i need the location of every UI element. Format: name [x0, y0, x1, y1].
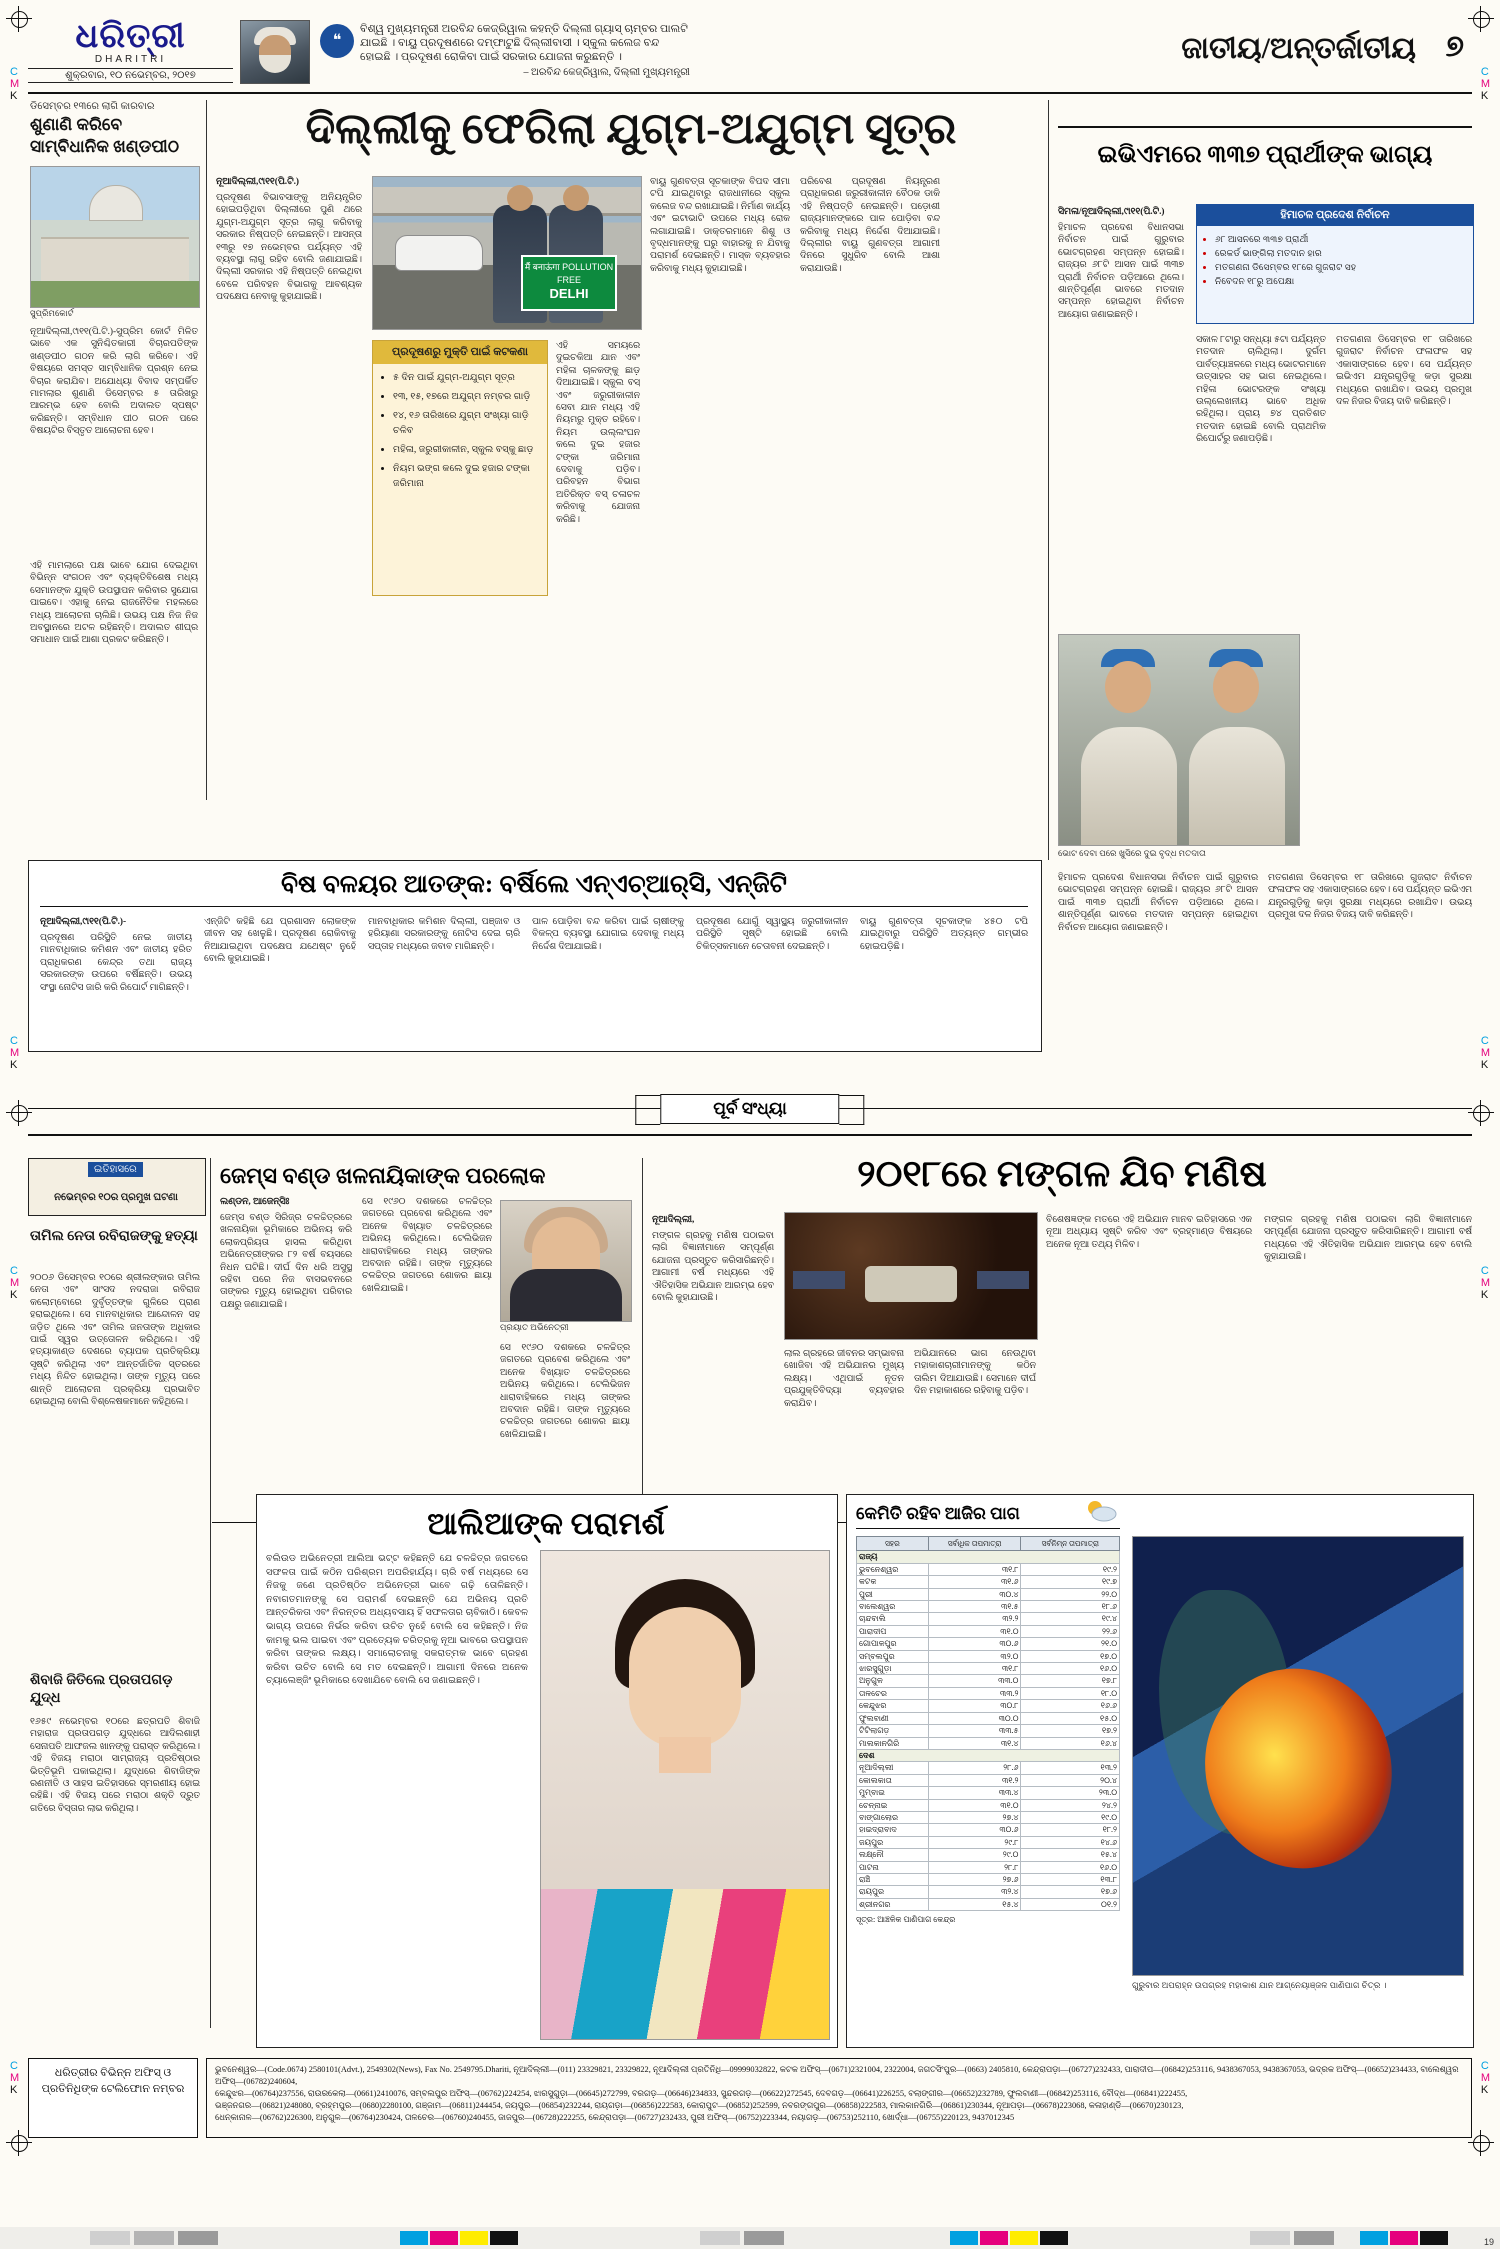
- weather-table-row: [857, 1787, 1120, 1799]
- weather-city: ତାଳଚେର: [857, 1687, 929, 1699]
- registration-mark-left-mid: [6, 1100, 32, 1126]
- hp-dateline: ସିମଳା/ନୂଆଦିଲ୍ଲୀ,୯ା୧୧(ପି.ଟି.): [1058, 207, 1165, 217]
- footer-line-2: କେନ୍ଦୁଝର—(06764)237556, ରାଉରକେଲା—(0661)2410076, ସମ୍ବଲପୁର ଅଫିସ୍—(06762)224254, ଝାରସୁଗୁଡ଼ା—(06645)272799, ବରଗଡ଼—(06646)234833, ସୁନ୍ଦରଗଡ଼—(06622)272545, ଦେବଗଡ଼—(06641)226255, ବଲାଙ୍ଗୀର—(06652)232789, ଫୁଲବାଣୀ—(06842)253116, ବୌଦ୍ଧ—(06841)222455,: [215, 2089, 1188, 2098]
- vertical-divider-2: [1048, 100, 1049, 860]
- voters-photo: [1058, 634, 1300, 846]
- hp-box-list: [1197, 226, 1473, 294]
- weather-min: ୧୩.୨: [1021, 1762, 1120, 1774]
- vertical-divider-4: [642, 1158, 643, 1518]
- weather-table-row: [857, 1638, 1120, 1650]
- factbox-list: [373, 364, 547, 501]
- weather-max: ୩୦.୦: [928, 1712, 1021, 1724]
- alia-photo: [540, 1550, 830, 2040]
- weather-city: ଚେନ୍ନାଇ: [857, 1799, 929, 1811]
- weather-city: ଭୁବନେଶ୍ୱର: [857, 1563, 929, 1575]
- section-title: ଜାତୀୟ/ଅନ୍ତର୍ଜାତୀୟ: [1181, 32, 1416, 65]
- bottom-page-label: 19: [1483, 2237, 1494, 2247]
- weather-table-row: [857, 1811, 1120, 1823]
- weather-city: କଟକ: [857, 1576, 929, 1588]
- weather-city: ଫୁଲବାଣୀ: [857, 1712, 929, 1724]
- weather-rule: [856, 1528, 1120, 1529]
- hp-col-1: ହିମାଚଳ ପ୍ରଦେଶ ବିଧାନସଭା ନିର୍ବାଚନ ପାଇଁ ଗୁରୁବାର ଭୋଟଗ୍ରହଣ ସମ୍ପନ୍ନ ହୋଇଛି। ରାଜ୍ୟର ୬୮ଟି ଆସନ ପାଇଁ ୩୩୭ ପ୍ରାର୍ଥୀ ନିର୍ବାଚନ ପଡ଼ିଆରେ ଥିଲେ। ଶାନ୍ତିପୂର୍ଣ୍ଣ ଭାବରେ ମତଦାନ ସମ୍ପନ୍ନ ହୋଇଥିବା ନିର୍ବାଚନ ଆୟୋଗ ଜଣାଇଛନ୍ତି।: [1058, 223, 1184, 320]
- pollution-free-sign: [521, 255, 617, 311]
- weather-table-row: [857, 1774, 1120, 1786]
- nhrc-rule: [40, 906, 1028, 907]
- obit-col-1: ଜେମ୍ସ ବଣ୍ଡ ସିରିଜ୍‌ର ଚଳଚ୍ଚିତ୍ରରେ ଖଳନାୟିକା ଭୂମିକାରେ ଅଭିନୟ କରି ଲୋକପ୍ରିୟତା ହାସଲ କରିଥିବା ଅଭିନେତ୍ରୀଙ୍କର ୮୨ ବର୍ଷ ବୟସରେ ନିଧନ ଘଟିଛି। ଦୀର୍ଘ ଦିନ ଧରି ଅସୁସ୍ଥ ରହିବା ପରେ ନିଜ ବାସଭବନରେ ତାଙ୍କର ମୃତ୍ୟୁ ହୋଇଥିବା ପରିବାର ପକ୍ଷରୁ ଜଣାଯାଇଛି।: [220, 1213, 352, 1310]
- weather-table-row: [857, 1576, 1120, 1588]
- mars-col-4: ବିଶେଷଜ୍ଞଙ୍କ ମତରେ ଏହି ଅଭିଯାନ ମାନବ ଇତିହାସରେ ଏକ ନୂଆ ଅଧ୍ୟାୟ ସୃଷ୍ଟି କରିବ ଏବଂ ବ୍ରହ୍ମାଣ୍ଡ ବିଷୟରେ ଅନେକ ନୂଆ ତଥ୍ୟ ମିଳିବ।: [1046, 1215, 1252, 1250]
- weather-min: ୧୮.୦: [1021, 1687, 1120, 1699]
- hp-box-item: • ରେକର୍ଡ ଭାଙ୍ଗିଲା ମତଦାନ ହାର: [1215, 246, 1465, 260]
- factbox-item: • ୧୪, ୧୬ ତାରିଖରେ ଯୁଗ୍ମ ସଂଖ୍ୟା ଗାଡ଼ି ଚଳିବ: [393, 408, 539, 438]
- delhi-pollution-photo: [372, 176, 642, 330]
- registration-mark-right-mid: [1468, 1100, 1494, 1126]
- vertical-divider-3: [210, 1158, 211, 2028]
- weather-table-row: [857, 1675, 1120, 1687]
- weather-min: ୧୯.୪: [1021, 1613, 1120, 1625]
- weather-max: ୨୯.୦: [928, 1849, 1021, 1861]
- hp-box-item: • ନିବେଦନ ୧୮ରୁ ଅପେକ୍ଷା: [1215, 274, 1465, 288]
- weather-min: ୨୨.୬: [1021, 1625, 1120, 1637]
- logo-english-text: DHARITRI: [94, 54, 167, 65]
- history-item-2-body: ୧୬୫୯ ନଭେମ୍ବର ୧୦ରେ ଛତ୍ରପତି ଶିବାଜି ମହାରାଜ ପ୍ରତାପଗଡ଼ ଯୁଦ୍ଧରେ ଆଦିଲଶାହୀ ସେନାପତି ଆଫଜଲ ଖାନଙ୍କୁ ପରାସ୍ତ କରିଥିଲେ। ଏହି ବିଜୟ ମରାଠା ସାମ୍ରାଜ୍ୟ ପ୍ରତିଷ୍ଠାର ଭିତ୍ତିଭୂମି ପକାଇଥିଲା। ଯୁଦ୍ଧରେ ଶିବାଜିଙ୍କ ରଣନୀତି ଓ ସାହସ ଇତିହାସରେ ସ୍ମରଣୀୟ ହୋଇ ରହିଛି। ଏହି ବିଜୟ ପରେ ମରାଠା ଶକ୍ତି ଦ୍ରୁତ ଗତିରେ ବିସ୍ତାର ଲାଭ କରିଥିଲା।: [30, 1717, 200, 1814]
- pollution-factbox: [372, 340, 548, 596]
- weather-max: ୩୧.୦: [928, 1799, 1021, 1811]
- weather-city: ଜୟପୁର: [857, 1836, 929, 1848]
- obit-col-3: ସେ ୧୯୬୦ ଦଶକରେ ଚଳଚ୍ଚିତ୍ର ଜଗତରେ ପ୍ରବେଶ କରିଥିଲେ ଏବଂ ଅନେକ ବିଖ୍ୟାତ ଚଳଚ୍ଚିତ୍ରରେ ଅଭିନୟ କରିଥିଲେ। ଟେଲିଭିଜନ ଧାରାବାହିକରେ ମଧ୍ୟ ତାଙ୍କର ଅବଦାନ ରହିଛି। ତାଙ୍କ ମୃତ୍ୟୁରେ ଚଳଚ୍ଚିତ୍ର ଜଗତରେ ଶୋକର ଛାୟା ଖେଳିଯାଇଛି।: [500, 1343, 630, 1440]
- weather-headline: କେମିତି ରହିବ ଆଜିର ପାଗ: [856, 1504, 1020, 1523]
- hp-box-item: • ୬୮ ଆସନରେ ୩୩୭ ପ୍ରାର୍ଥୀ: [1215, 232, 1465, 246]
- weather-min: ୧୩.୮: [1021, 1873, 1120, 1885]
- vertical-divider-1: [206, 100, 207, 800]
- left-story-body-2: ଏହି ମାମଲାରେ ପକ୍ଷ ଭାବେ ଯୋଗ ଦେଇଥିବା ବିଭିନ୍ନ ସଂଗଠନ ଏବଂ ବ୍ୟକ୍ତିବିଶେଷ ମଧ୍ୟ ସେମାନଙ୍କ ଯୁକ୍ତି ଉପସ୍ଥାପନ କରିବାର ସୁଯୋଗ ପାଇବେ। ଏହାକୁ ନେଇ ରାଜନୈତିକ ମହଲରେ ମଧ୍ୟ ଆଲୋଚନା ଚାଲିଛି। ଉଭୟ ପକ୍ଷ ନିଜ ନିଜ ଅବସ୍ଥାନରେ ଅଟଳ ରହିଛନ୍ତି। ଅଦାଲତ ଶୀଘ୍ର ସମାଧାନ ପାଇଁ ଆଶା ପ୍ରକଟ କରିଛନ୍ତି।: [30, 561, 198, 646]
- chief-minister-photo: [240, 20, 310, 84]
- quote-attribution: – ଅରବିନ୍ଦ କେଜ୍ରିୱାଲ, ଦିଲ୍ଲୀ ମୁଖ୍ୟମନ୍ତ୍ରୀ: [523, 67, 690, 78]
- weather-city: ପାରାଦୀପ: [857, 1625, 929, 1637]
- weather-min: ୧୬.୪: [1021, 1737, 1120, 1749]
- hp-col-3: ମତଗଣନା ଡିସେମ୍ବର ୧୮ ତାରିଖରେ ଗୁଜରାଟ ନିର୍ବାଚନ ଫଳାଫଳ ସହ ଏକାସାଙ୍ଗରେ ହେବ। ସେ ପର୍ଯ୍ୟନ୍ତ ଇଭିଏମ ଯନ୍ତ୍ରଗୁଡ଼ିକୁ କଡ଼ା ସୁରକ୍ଷା ମଧ୍ୟରେ ରଖାଯିବ। ଉଭୟ ପ୍ରମୁଖ ଦଳ ନିଜର ବିଜୟ ଦାବି କରିଛନ୍ତି।: [1336, 335, 1472, 408]
- hp-col-4: ହିମାଚଳ ପ୍ରଦେଶ ବିଧାନସଭା ନିର୍ବାଚନ ପାଇଁ ଗୁରୁବାର ଭୋଟଗ୍ରହଣ ସମ୍ପନ୍ନ ହୋଇଛି। ରାଜ୍ୟର ୬୮ଟି ଆସନ ପାଇଁ ୩୩୭ ପ୍ରାର୍ଥୀ ନିର୍ବାଚନ ପଡ଼ିଆରେ ଥିଲେ। ଶାନ୍ତିପୂର୍ଣ୍ଣ ଭାବରେ ମତଦାନ ସମ୍ପନ୍ନ ହୋଇଥିବା ନିର୍ବାଚନ ଆୟୋଗ ଜଣାଇଛନ୍ତି।: [1058, 873, 1258, 933]
- cmyk-marker-left-top: C M K: [10, 66, 20, 102]
- weather-city: ଚାନ୍ଦବାଲି: [857, 1613, 929, 1625]
- weather-city: ଲକ୍ଷ୍ନୌ: [857, 1849, 929, 1861]
- weather-max: ୩୧.୫: [928, 1601, 1021, 1613]
- supreme-court-photo-caption: ସୁପ୍ରିମକୋର୍ଟ: [30, 308, 74, 318]
- hp-col-2: ସକାଳ ୮ଟାରୁ ସନ୍ଧ୍ୟା ୫ଟା ପର୍ଯ୍ୟନ୍ତ ମତଦାନ ଚାଲିଥିଲା। ଦୁର୍ଗମ ପାର୍ବତ୍ୟାଞ୍ଚଳରେ ମଧ୍ୟ ଭୋଟରମାନେ ଉତ୍ସାହର ସହ ଭାଗ ନେଇଥିଲେ। ମହିଳା ଭୋଟରଙ୍କ ସଂଖ୍ୟା ଉଲ୍ଲେଖନୀୟ ଭାବେ ଅଧିକ ରହିଥିଲା। ପ୍ରାୟ ୭୪ ପ୍ରତିଶତ ମତଦାନ ହୋଇଛି ବୋଲି ପ୍ରାଥମିକ ରିପୋର୍ଟରୁ ଜଣାପଡ଼ିଛି।: [1196, 335, 1326, 445]
- factbox-item: • ମହିଳା, ଜରୁରୀକାଳୀନ, ସ୍କୁଲ ବସ୍‌କୁ ଛାଡ଼: [393, 442, 539, 457]
- weather-table-row: [857, 1861, 1120, 1873]
- weather-city: ସମ୍ବଲପୁର: [857, 1650, 929, 1662]
- cmyk-marker-left-mid: C M K: [10, 1035, 20, 1071]
- weather-table-row: [857, 1625, 1120, 1637]
- weather-max: ୩୦.୬: [928, 1824, 1021, 1836]
- mars-headline: ୨୦୧୮ରେ ମଙ୍ଗଳ ଯିବ ମଣିଷ: [857, 1154, 1267, 1195]
- weather-max: ୩୩.୪: [928, 1787, 1021, 1799]
- obit-dateline: ଲଣ୍ଡନ, ଆଜେନ୍ସିଃ: [220, 1197, 290, 1207]
- hp-col-5: ମତଗଣନା ଡିସେମ୍ବର ୧୮ ତାରିଖରେ ଗୁଜରାଟ ନିର୍ବାଚନ ଫଳାଫଳ ସହ ଏକାସାଙ୍ଗରେ ହେବ। ସେ ପର୍ଯ୍ୟନ୍ତ ଇଭିଏମ ଯନ୍ତ୍ରଗୁଡ଼ିକୁ କଡ଼ା ସୁରକ୍ଷା ମଧ୍ୟରେ ରଖାଯିବ। ଉଭୟ ପ୍ରମୁଖ ଦଳ ନିଜର ବିଜୟ ଦାବି କରିଛନ୍ତି।: [1268, 873, 1472, 921]
- weather-table-row: [857, 1687, 1120, 1699]
- weather-min: ୨୦.୪: [1021, 1774, 1120, 1786]
- weather-max: ୩୧.୬: [928, 1576, 1021, 1588]
- weather-max: ୩୦.୪: [928, 1588, 1021, 1600]
- masthead-date: ଶୁକ୍ରବାର, ୧୦ ନଭେମ୍ବର, ୨୦୧୭: [28, 68, 233, 83]
- weather-max: ୩୦.୮: [928, 1700, 1021, 1712]
- weather-min: ୧୮.୬: [1021, 1601, 1120, 1613]
- weather-min: ୨୩.୦: [1021, 1787, 1120, 1799]
- alia-headline: ଆଲିଆଙ୍କ ପରାମର୍ଶ: [427, 1506, 665, 1541]
- weather-max: ୩୧.୦: [928, 1625, 1021, 1637]
- weather-city: ପାଟନା: [857, 1861, 929, 1873]
- weather-table-row: [857, 1601, 1120, 1613]
- factbox-title: ପ୍ରଦୂଷଣରୁ ମୁକ୍ତି ପାଇଁ କଟକଣା: [373, 341, 547, 364]
- history-item-2-headline: ଶିବାଜି ଜିତିଲେ ପ୍ରତାପଗଡ଼ ଯୁଦ୍ଧ: [30, 1673, 173, 1706]
- weather-min: ୧୪.୬: [1021, 1836, 1120, 1848]
- hp-box-title: ହିମାଚଳ ପ୍ରଦେଶ ନିର୍ବାଚନ: [1197, 205, 1473, 226]
- lead-headline: ଦିଲ୍ଲୀକୁ ଫେରିଲା ଯୁଗ୍ମ-ଅଯୁଗ୍ମ ସୂତ୍ର: [305, 106, 957, 153]
- hp-rule-top: [1058, 126, 1472, 128]
- weather-table-row: [857, 1588, 1120, 1600]
- mars-dateline: ନୂଆଦିଲ୍ଲୀ,: [652, 1215, 695, 1225]
- footer-line-1: ଭୁବନେଶ୍ୱର—(Code.0674) 2580101(Advt.), 2549302(News), Fax No. 2549795.Dhariti, ନୂଆଦିଲ୍ଲୀ—(011) 23329821, 23329822, ନୂଆଦିଲ୍ଲୀ ପ୍ରତିନିଧି—09999032822, କଟକ ଅଫିସ୍—(0671)2321004, 2322004, ଜଗତସିଂପୁର—(0663) 2405810, କେନ୍ଦ୍ରାପଡ଼ା—(06727)232433, ପାରାଦୀପ—(06842)253116, 9438367053, 9438367053, ଭଦ୍ରକ ଅଫିସ୍—(06652)234433, ବାଲେଶ୍ୱର ଅଫିସ୍—(06782)240604,: [215, 2065, 1459, 2086]
- weather-max: ୩୩.୨: [928, 1687, 1021, 1699]
- masthead-quote: [360, 22, 690, 80]
- weather-table-row: [857, 1725, 1120, 1737]
- quote-emblem-icon: ❝: [320, 24, 354, 58]
- lead-col-1: ପ୍ରଦୂଷଣ ବିଭାବସାଙ୍କୁ ଅନିୟନ୍ତ୍ରିତ ହୋଇପଡ଼ିଥିବା ଦିଲ୍ଲୀରେ ପୁଣି ଥରେ ଯୁଗ୍ମ-ଅଯୁଗ୍ମ ସୂତ୍ର ଲାଗୁ କରିବାକୁ ସରକାର ନିଷ୍ପତ୍ତି ନେଇଛନ୍ତି। ଆସନ୍ତା ୧୩ରୁ ୧୭ ନଭେମ୍ବର ପର୍ଯ୍ୟନ୍ତ ଏହି ବ୍ୟବସ୍ଥା ଲାଗୁ ରହିବ ବୋଲି ଜଣାଯାଇଛି। ଦିଲ୍ଲୀ ସରକାର ଏହି ନିଷ୍ପତ୍ତି ନେଇଥିବା ବେଳେ ପରିବହନ ବିଭାଗକୁ ଆବଶ୍ୟକ ପଦକ୍ଷେପ ନେବାକୁ କୁହାଯାଇଛି।: [216, 193, 362, 303]
- mars-col-2: ଲାଲ ଗ୍ରହରେ ଜୀବନର ସମ୍ଭାବନା ଖୋଜିବା ଏହି ଅଭିଯାନର ମୁଖ୍ୟ ଲକ୍ଷ୍ୟ। ଏଥିପାଇଁ ନୂତନ ପ୍ରଯୁକ୍ତିବିଦ୍ୟା ବ୍ୟବହାର କରାଯିବ।: [784, 1349, 904, 1409]
- weather-col-header: ସର୍ବନିମ୍ନ ତାପମାତ୍ରା: [1021, 1537, 1120, 1551]
- hp-headline: ଇଭିଏମରେ ୩୩୭ ପ୍ରାର୍ଥୀଙ୍କ ଭାଗ୍ୟ: [1097, 142, 1433, 168]
- weather-group-row: ଦେଶ: [857, 1749, 1120, 1761]
- weather-min: ୧୯.୦: [1021, 1811, 1120, 1823]
- weather-city: ଟିଟିଲାଗଡ଼: [857, 1725, 929, 1737]
- sign-line-1: मैं बनाऊंगा: [524, 262, 560, 272]
- weather-table-row: [857, 1836, 1120, 1848]
- footer-line-4: ଧେନ୍କାନାଳ—(06762)226300, ଅନୁଗୁଳ—(06764)230424, ତାଳଚେର—(06760)240455, ଜାଜପୁର—(06728)222255, କେନ୍ଦ୍ରାପଡ଼ା—(06727)232433, ପୁରୀ ଅଫିସ୍—(06752)223344, ନୟାଗଡ଼—(06753)252110, ଖୋର୍ଦ୍ଧା—(06755)220123, 9437012345: [215, 2113, 1015, 2122]
- left-story-headline: ଶୁଣାଣି କରିବେ ସାମ୍ବିଧାନିକ ଖଣ୍ଡପୀଠ: [30, 115, 180, 156]
- actress-photo-caption: ପ୍ରୟାତ ଅଭିନେତ୍ରୀ: [500, 1322, 569, 1332]
- obit-headline: ଜେମ୍ସ ବଣ୍ଡ ଖଳନାୟିକାଙ୍କ ପରଲୋକ: [220, 1163, 546, 1188]
- alia-body: ବଲିଉଡ ଅଭିନେତ୍ରୀ ଆଲିଆ ଭଟ୍ଟ କହିଛନ୍ତି ଯେ ଚଳଚ୍ଚିତ୍ର ଜଗତରେ ସଫଳତା ପାଇଁ କଠିନ ପରିଶ୍ରମ ଅପରିହାର୍ଯ୍ୟ। ଚାରି ବର୍ଷ ମଧ୍ୟରେ ସେ ନିଜକୁ ଜଣେ ପ୍ରତିଷ୍ଠିତ ଅଭିନେତ୍ରୀ ଭାବେ ଗଢ଼ି ତୋଳିଛନ୍ତି। ନବାଗତମାନଙ୍କୁ ସେ ପରାମର୍ଶ ଦେଇଛନ୍ତି ଯେ ଅଭିନୟ ପ୍ରତି ଆନ୍ତରିକତା ଏବଂ ନିରନ୍ତର ଅଧ୍ୟବସାୟ ହିଁ ସଫଳତାର ଚାବିକାଠି। କେବଳ ଭାଗ୍ୟ ଉପରେ ନିର୍ଭର କରିବା ଉଚିତ ନୁହେଁ ବୋଲି ସେ କହିଛନ୍ତି। ନିଜ କାମକୁ ଭଲ ପାଇବା ଏବଂ ପ୍ରତ୍ୟେକ ଚରିତ୍ରକୁ ନୂଆ ଭାବରେ ଉପସ୍ଥାପନ କରିବା ତାଙ୍କର ଲକ୍ଷ୍ୟ। ସମାଲୋଚନାକୁ ସକରାତ୍ମକ ଭାବେ ଗ୍ରହଣ କରିବା ଉଚିତ ବୋଲି ସେ ମତ ଦେଇଛନ୍ତି। ଆଗାମୀ ଦିନରେ ଅନେକ ଚ୍ୟାଲେଞ୍ଜିଂ ଭୂମିକାରେ ଦେଖାଯିବେ ବୋଲି ସେ ଜଣାଇଛନ୍ତି।: [266, 1553, 528, 1687]
- weather-max: ୩୨.୪: [928, 1886, 1021, 1898]
- weather-max: ୩୧.୮: [928, 1663, 1021, 1675]
- footer-offices-label: ଧରିତ୍ରୀର ବିଭିନ୍ନ ଅଫିସ୍ ଓ ପ୍ରତିନିଧିଙ୍କ ଟେଲିଫୋନ ନମ୍ବର: [28, 2058, 198, 2138]
- weather-city: ହାଇଦ୍ରାବାଦ: [857, 1824, 929, 1836]
- weather-table-row: [857, 1700, 1120, 1712]
- weather-city: ନୂଆଦିଲ୍ଲୀ: [857, 1762, 929, 1774]
- weather-table-row: [857, 1737, 1120, 1749]
- weather-table-row: [857, 1663, 1120, 1675]
- weather-city: ମାଲକାନଗିରି: [857, 1737, 929, 1749]
- weather-max: ୩୧.୮: [928, 1563, 1021, 1575]
- weather-city: କେନ୍ଦୁଝର: [857, 1700, 929, 1712]
- weather-max: ୩୨.୦: [928, 1650, 1021, 1662]
- footer-line-3: ଭଞ୍ଜନଗର—(06821)248080, ବ୍ରହ୍ମପୁର—(0680)2280100, ଗଞ୍ଜାମ—(06811)244454, ଜୟପୁର—(06854)232244, ରାୟଗଡ଼ା—(06856)222583, କୋରାପୁଟ—(06852)252599, ନବରଙ୍ଗପୁର—(06858)222583, ମାଲକାନଗିରି—(06861)230344, ନୂଆପଡ଼ା—(06678)223068, କଳାହାଣ୍ଡି—(06670)230123,: [215, 2101, 1184, 2110]
- actress-photo: [500, 1200, 632, 1322]
- cmyk-marker-right-lower: C M K: [1480, 1265, 1490, 1301]
- cmyk-marker-right-bottom: C M K: [1480, 2060, 1490, 2096]
- weather-min: ୨୨.୦: [1021, 1588, 1120, 1600]
- weather-table-row: [857, 1849, 1120, 1861]
- cmyk-marker-right-mid: C M K: [1480, 1035, 1490, 1071]
- weather-max: ୩୧.୪: [928, 1737, 1021, 1749]
- satellite-map-photo: [1132, 1536, 1464, 1976]
- mars-lander-photo: [784, 1212, 1038, 1340]
- left-story-body-1: ନୂଆଦିଲ୍ଲୀ,୯ା୧୧(ପି.ଟି.)-ସୁପ୍ରିମ କୋର୍ଟ ମିଳିତ ଭାବେ ଏକ ସୁନିଶ୍ଚିତକାରୀ ବିଚାରପତିଙ୍କ ଖଣ୍ଡପୀଠ ଗଠନ କରି ଲାଗି କରିବେ। ଏହି ବିଷୟରେ ସମସ୍ତ ସାମ୍ବିଧାନିକ ପ୍ରଶ୍ନ ନେଇ ବିଚାର କରାଯିବ। ଅଯୋଧ୍ୟା ବିବାଦ ସମ୍ପର୍କିତ ମାମଲାର ଶୁଣାଣି ଡିସେମ୍ବର ୫ ତାରିଖରୁ ଆରମ୍ଭ ହେବ ବୋଲି ଅଦାଲତ ସ୍ପଷ୍ଟ କରିଛନ୍ତି। ସମ୍ବିଧାନ ପୀଠ ଗଠନ ପରେ ବିଷୟଟିର ବିସ୍ତୃତ ଆଲୋଚନା ହେବ।: [30, 327, 198, 437]
- weather-min: ୧୫.୪: [1021, 1849, 1120, 1861]
- weather-city: ପୁରୀ: [857, 1588, 929, 1600]
- lead-col-2: ଏହି ସମୟରେ ଦୁଇଚକିଆ ଯାନ ଏବଂ ମହିଳା ଚାଳକଙ୍କୁ ଛାଡ଼ ଦିଆଯାଇଛି। ସ୍କୁଲ ବସ୍ ଏବଂ ଜରୁରୀକାଳୀନ ସେବା ଯାନ ମଧ୍ୟ ଏହି ନିୟମରୁ ମୁକ୍ତ ରହିବେ। ନିୟମ ଉଲ୍ଲଂଘନ କଲେ ଦୁଇ ହଜାର ଟଙ୍କା ଜରିମାନା ଦେବାକୁ ପଡ଼ିବ। ପରିବହନ ବିଭାଗ ଅତିରିକ୍ତ ବସ୍ ଚଳାଚଳ କରିବାକୁ ଯୋଜନା କରିଛି।: [556, 341, 640, 525]
- weather-table: [856, 1536, 1120, 1926]
- weather-city: ଝାରସୁଗୁଡ଼ା: [857, 1663, 929, 1675]
- weather-max: ୩୩.୫: [928, 1725, 1021, 1737]
- mars-col-3: ଅଭିଯାନରେ ଭାଗ ନେଉଥିବା ମହାକାଶଚାରୀମାନଙ୍କୁ କଠିନ ତାଲିମ ଦିଆଯାଉଛି। ସେମାନେ ଦୀର୍ଘ ଦିନ ମହାକାଶରେ ରହିବାକୁ ପଡ଼ିବ।: [914, 1349, 1036, 1397]
- sign-line-3: DELHI: [549, 286, 589, 301]
- weather-min: ୦୧.୨: [1021, 1898, 1120, 1910]
- weather-city: ଶ୍ରୀନଗର: [857, 1898, 929, 1910]
- satellite-map-caption: ଗୁରୁବାର ଅପରାହ୍ନ ଉପଗ୍ରହ ମହାକାଶ ଯାନ ଆଗ୍ନେୟାଞ୍ଜଳ ପାଣିପାଗ ଚିତ୍ର ।: [1132, 1980, 1387, 1990]
- history-item-1-headline: ତାମିଲ ନେତା ରବିରାଜଙ୍କୁ ହତ୍ୟା: [30, 1229, 198, 1244]
- factbox-item: • ନିୟମ ଭଙ୍ଗ କଲେ ଦୁଇ ହଜାର ଟଙ୍କା ଜରିମାନା: [393, 461, 539, 491]
- weather-min: ୧୬.୬: [1021, 1700, 1120, 1712]
- lead-col-3: ବାୟୁ ଗୁଣବତ୍ତା ସୂଚକାଙ୍କ ବିପଦ ସୀମା ଟପି ଯାଇଥିବାରୁ ରାଜଧାନୀରେ ସ୍କୁଲ କଲେଜ ବନ୍ଦ ରଖାଯାଇଛି। ନିର୍ମାଣ କାର୍ଯ୍ୟ ଏବଂ ଇଟାଭାଟି ଉପରେ ମଧ୍ୟ ରୋକ ଲଗାଯାଇଛି। ଡାକ୍ତରମାନେ ଶିଶୁ ଓ ବୃଦ୍ଧମାନଙ୍କୁ ଘରୁ ବାହାରକୁ ନ ଯିବାକୁ ପରାମର୍ଶ ଦେଇଛନ୍ତି। ମାସ୍କ ବ୍ୟବହାର କରିବାକୁ ମଧ୍ୟ କୁହାଯାଇଛି।: [650, 177, 790, 274]
- masthead: [28, 18, 1472, 90]
- weather-max: ୩୦.୬: [928, 1638, 1021, 1650]
- weather-table-row: [857, 1898, 1120, 1910]
- history-item-1-body: ୨୦୦୬ ଡିସେମ୍ବର ୧୦ରେ ଶ୍ରୀଲଙ୍କାର ତାମିଲ ନେତା ଏବଂ ସାଂସଦ ନଦରାଜା ରବିରାଜ କଲୋମ୍ବୋରେ ଦୁର୍ବୃତ୍ତଙ୍କ ଗୁଳିରେ ପ୍ରାଣ ହରାଇଥିଲେ। ସେ ମାନବାଧିକାର ଆନ୍ଦୋଳନ ସହ ଜଡ଼ିତ ଥିଲେ ଏବଂ ତାମିଲ ଜନତାଙ୍କ ଅଧିକାର ପାଇଁ ସ୍ୱର ଉତ୍ତୋଳନ କରିଥିଲେ। ଏହି ହତ୍ୟାକାଣ୍ଡ ଦେଶରେ ବ୍ୟାପକ ପ୍ରତିକ୍ରିୟା ସୃଷ୍ଟି କରିଥିଲା ଏବଂ ଆନ୍ତର୍ଜାତିକ ସ୍ତରରେ ମଧ୍ୟ ନିନ୍ଦିତ ହୋଇଥିଲା। ତାଙ୍କ ମୃତ୍ୟୁ ପରେ ଶାନ୍ତି ଆଲୋଚନା ପ୍ରକ୍ରିୟା ପ୍ରଭାବିତ ହୋଇଥିଲା ବୋଲି ବିଶ୍ଳେଷକମାନେ କହିଥିଲେ।: [30, 1273, 200, 1408]
- weather-max: ୧୫.୪: [928, 1898, 1021, 1910]
- weather-table-row: [857, 1873, 1120, 1885]
- weather-table-row: [857, 1650, 1120, 1662]
- weather-col-header: ସହର: [857, 1537, 929, 1551]
- cmyk-marker-left-bottom: C M K: [10, 2060, 20, 2096]
- lead-col-4: ପରିବେଶ ପ୍ରଦୂଷଣ ନିୟନ୍ତ୍ରଣ ପ୍ରାଧିକରଣ ଜରୁରୀକାଳୀନ ବୈଠକ ଡାକି ଏହି ନିଷ୍ପତ୍ତି ନେଇଛନ୍ତି। ପଡ଼ୋଶୀ ରାଜ୍ୟମାନଙ୍କରେ ପାଳ ପୋଡ଼ିବା ବନ୍ଦ କରିବାକୁ ମଧ୍ୟ ନିର୍ଦ୍ଦେଶ ଦିଆଯାଇଛି। ଦିଲ୍ଲୀର ବାୟୁ ଗୁଣବତ୍ତା ଆଗାମୀ ଦିନରେ ସୁଧୁରିବ ବୋଲି ଆଶା କରାଯାଉଛି।: [800, 177, 940, 274]
- weather-min: ୧୯.୨: [1021, 1563, 1120, 1575]
- weather-min: ୨୧.୦: [1021, 1638, 1120, 1650]
- factbox-item: • ୧୩, ୧୫, ୧୭ରେ ଅଯୁଗ୍ମ ନମ୍ବର ଗାଡ଼ି: [393, 389, 539, 404]
- weather-source: ସୂତ୍ର: ଆଞ୍ଚଳିକ ପାଣିପାଗ କେନ୍ଦ୍ର: [856, 1915, 956, 1925]
- cmyk-marker-left-lower: C M K: [10, 1265, 20, 1301]
- weather-min: ୧୫.୦: [1021, 1712, 1120, 1724]
- footer-contacts: [206, 2058, 1472, 2138]
- lead-dateline: ନୂଆଦିଲ୍ଲୀ,୯ା୧୧(ପି.ଟି.): [216, 177, 299, 187]
- weather-group-row: ରାଜ୍ୟ: [857, 1551, 1120, 1563]
- weather-max: ୨୭.୬: [928, 1873, 1021, 1885]
- weather-city: କୋଲକାତା: [857, 1774, 929, 1786]
- weather-min: ୨୪.୨: [1021, 1799, 1120, 1811]
- nhrc-col-2: ଏନ୍‌ଜିଟି କହିଛି ଯେ ପ୍ରଶାସନ ଲୋକଙ୍କ ଜୀବନ ସହ ଖେଳୁଛି। ପ୍ରଦୂଷଣ ରୋକିବାକୁ ନିଆଯାଇଥିବା ପଦକ୍ଷେପ ଯଥେଷ୍ଟ ନୁହେଁ ବୋଲି କୁହାଯାଇଛି।: [204, 917, 356, 965]
- weather-city: ବାଲେଶ୍ୱର: [857, 1601, 929, 1613]
- weather-city: ଅନୁଗୁଳ: [857, 1675, 929, 1687]
- logo-odia-text: ଧରିତ୍ରୀ: [75, 18, 186, 55]
- mid-rule-2: [28, 1134, 1472, 1136]
- factbox-item: • ୫ ଦିନ ପାଇଁ ଯୁଗ୍ମ-ଅଯୁଗ୍ମ ସୂତ୍ର: [393, 370, 539, 385]
- mars-col-5: ମଙ୍ଗଳ ଗ୍ରହକୁ ମଣିଷ ପଠାଇବା ଲାଗି ବିଜ୍ଞାନୀମାନେ ସମ୍ପୂର୍ଣ୍ଣ ଯୋଜନା ପ୍ରସ୍ତୁତ କରିସାରିଛନ୍ତି। ଆଗାମୀ ବର୍ଷ ମଧ୍ୟରେ ଏହି ଐତିହାସିକ ଅଭିଯାନ ଆରମ୍ଭ ହେବ ବୋଲି କୁହାଯାଉଛି।: [1264, 1215, 1472, 1263]
- weather-table-row: [857, 1563, 1120, 1575]
- weather-max: ୩୧.୨: [928, 1774, 1021, 1786]
- left-story-kicker: ଡିସେମ୍ବର ୧୩ରେ ଲାଗି କାରବାର: [30, 101, 155, 112]
- page-number: ୭: [1445, 30, 1464, 63]
- weather-table-row: [857, 1824, 1120, 1836]
- weather-table-row: [857, 1712, 1120, 1724]
- weather-table-row: [857, 1613, 1120, 1625]
- mars-col-1: ମଙ୍ଗଳ ଗ୍ରହକୁ ମଣିଷ ପଠାଇବା ଲାଗି ବିଜ୍ଞାନୀମାନେ ସମ୍ପୂର୍ଣ୍ଣ ଯୋଜନା ପ୍ରସ୍ତୁତ କରିସାରିଛନ୍ତି। ଆଗାମୀ ବର୍ଷ ମଧ୍ୟରେ ଏହି ଐତିହାସିକ ଅଭିଯାନ ଆରମ୍ଭ ହେବ ବୋଲି କୁହାଯାଉଛି।: [652, 1231, 774, 1304]
- newspaper-logo[interactable]: [28, 18, 233, 83]
- weather-max: ୨୮.୬: [928, 1762, 1021, 1774]
- weather-table-row: [857, 1762, 1120, 1774]
- history-subhead: ନଭେମ୍ବର ୧୦ର ପ୍ରମୁଖ ଘଟଣା: [54, 1192, 178, 1203]
- weather-col-header: ସର୍ବାଧିକ ତାପମାତ୍ରା: [928, 1537, 1021, 1551]
- nhrc-col-1: ପ୍ରଦୂଷଣ ପରିସ୍ଥିତି ନେଇ ଜାତୀୟ ମାନବାଧିକାର କମିଶନ ଏବଂ ଜାତୀୟ ହରିତ ପ୍ରାଧିକରଣ କେନ୍ଦ୍ର ତଥା ରାଜ୍ୟ ସରକାରଙ୍କ ଉପରେ ବର୍ଷିଛନ୍ତି। ଉଭୟ ସଂସ୍ଥା ନୋଟିସ ଜାରି କରି ରିପୋର୍ଟ ମାଗିଛନ୍ତି।: [40, 933, 192, 993]
- nhrc-col-6: ବାୟୁ ଗୁଣବତ୍ତା ସୂଚକାଙ୍କ ୪୫୦ ଟପି ଯାଇଥିବାରୁ ପରିସ୍ଥିତି ଅତ୍ୟନ୍ତ ଗମ୍ଭୀର ହୋଇପଡ଼ିଛି।: [860, 917, 1028, 952]
- weather-min: ୧୭.୬: [1021, 1886, 1120, 1898]
- sign-line-2: POLLUTION FREE: [556, 262, 614, 285]
- weather-min: ୧୯.୭: [1021, 1576, 1120, 1588]
- nhrc-col-3: ମାନବାଧିକାର କମିଶନ ଦିଲ୍ଲୀ, ପଞ୍ଜାବ ଓ ହରିୟାଣା ସରକାରଙ୍କୁ ନୋଟିସ ଦେଇ ଚାରି ସପ୍ତାହ ମଧ୍ୟରେ ଜବାବ ମାଗିଛନ୍ତି।: [368, 917, 520, 952]
- history-badge: ଇତିହାସରେ: [88, 1162, 143, 1177]
- weather-min: ୧୭.୮: [1021, 1675, 1120, 1687]
- nhrc-col-4: ପାଳ ପୋଡ଼ିବା ବନ୍ଦ କରିବା ପାଇଁ ଚାଷୀଙ୍କୁ ବିକଳ୍ପ ବ୍ୟବସ୍ଥା ଯୋଗାଇ ଦେବାକୁ ମଧ୍ୟ ନିର୍ଦ୍ଦେଶ ଦିଆଯାଇଛି।: [532, 917, 684, 952]
- nhrc-dateline: ନୂଆଦିଲ୍ଲୀ,୯ା୧୧(ପି.ଟି.)-: [40, 917, 127, 927]
- weather-min: ୧୭.୨: [1021, 1725, 1120, 1737]
- sun-cloud-icon: [1084, 1498, 1118, 1524]
- nhrc-headline: ବିଷ ବଳୟର ଆତଙ୍କ: ବର୍ଷିଲେ ଏନ୍‌ଏଚ୍‌ଆର୍‌ସି, ଏନ୍‌ଜିଟି: [281, 871, 787, 898]
- voters-photo-caption: ଭୋଟ ଦେବା ପରେ ଖୁସିରେ ଦୁଇ ବୃଦ୍ଧ ମତଦାତା: [1058, 848, 1206, 858]
- nhrc-col-5: ପ୍ରଦୂଷଣ ଯୋଗୁଁ ସ୍ୱାସ୍ଥ୍ୟ ଜରୁରୀକାଳୀନ ପରିସ୍ଥିତି ସୃଷ୍ଟି ହୋଇଛି ବୋଲି ଚିକିତ୍ସକମାନେ ଚେତାବନୀ ଦେଇଛନ୍ତି।: [696, 917, 848, 952]
- weather-max: ୨୮.୮: [928, 1861, 1021, 1873]
- obit-col-2: ସେ ୧୯୬୦ ଦଶକରେ ଚଳଚ୍ଚିତ୍ର ଜଗତରେ ପ୍ରବେଶ କରିଥିଲେ ଏବଂ ଅନେକ ବିଖ୍ୟାତ ଚଳଚ୍ଚିତ୍ରରେ ଅଭିନୟ କରିଥିଲେ। ଟେଲିଭିଜନ ଧାରାବାହିକରେ ମଧ୍ୟ ତାଙ୍କର ଅବଦାନ ରହିଛି। ତାଙ୍କ ମୃତ୍ୟୁରେ ଚଳଚ୍ଚିତ୍ର ଜଗତରେ ଶୋକର ଛାୟା ଖେଳିଯାଇଛି।: [362, 1197, 492, 1294]
- hp-box-item: • ମତଗଣନା ଡିସେମ୍ବର ୧୮ରେ ଗୁଜରାଟ ସହ: [1215, 260, 1465, 274]
- weather-max: ୨୭.୪: [928, 1811, 1021, 1823]
- weather-min: ୧୬.୦: [1021, 1663, 1120, 1675]
- supreme-court-photo: [30, 166, 200, 308]
- hp-election-box: [1196, 204, 1474, 324]
- quote-body: ବିଶ୍ୱ ମୁଖ୍ୟମନ୍ତ୍ରୀ ଅରବିନ୍ଦ କେଜ୍ରିୱାଲ କହନ୍ତି ଦିଲ୍ଲୀ ଗ୍ୟାସ୍ ଚାମ୍ବର ପାଲଟି ଯାଇଛି । ବାୟୁ ପ୍ରଦୂଷଣରେ ଦମ୍ଫାଟୁଛି ଦିଲ୍ଲୀବାସୀ । ସ୍କୁଲ କଲେଜ ବନ୍ଦ ହୋଇଛି । ପ୍ରଦୂଷଣ ରୋକିବା ପାଇଁ ସରକାର ଯୋଜନା କରୁଛନ୍ତି ।: [360, 23, 688, 63]
- weather-table-row: [857, 1886, 1120, 1898]
- section-ribbon: ପୂର୍ବ ସଂଧ୍ୟା: [660, 1094, 839, 1124]
- color-calibration-bar: [0, 2227, 1500, 2249]
- weather-city: ରାଞ୍ଚି: [857, 1873, 929, 1885]
- weather-city: ବାଙ୍ଗାଲୋର: [857, 1811, 929, 1823]
- weather-min: ୧୭.୦: [1021, 1650, 1120, 1662]
- weather-max: ୨୯.୮: [928, 1836, 1021, 1848]
- weather-city: ମୁମ୍ବାଇ: [857, 1787, 929, 1799]
- weather-min: ୧୮.୨: [1021, 1824, 1120, 1836]
- weather-min: ୧୬.୦: [1021, 1861, 1120, 1873]
- weather-max: ୩୩.୦: [928, 1675, 1021, 1687]
- cmyk-marker-right-top: C M K: [1480, 66, 1490, 102]
- weather-city: ରାୟପୁର: [857, 1886, 929, 1898]
- weather-table-row: [857, 1799, 1120, 1811]
- weather-max: ୩୨.୨: [928, 1613, 1021, 1625]
- weather-city: ଗୋପାଳପୁର: [857, 1638, 929, 1650]
- masthead-rule: [28, 92, 1472, 94]
